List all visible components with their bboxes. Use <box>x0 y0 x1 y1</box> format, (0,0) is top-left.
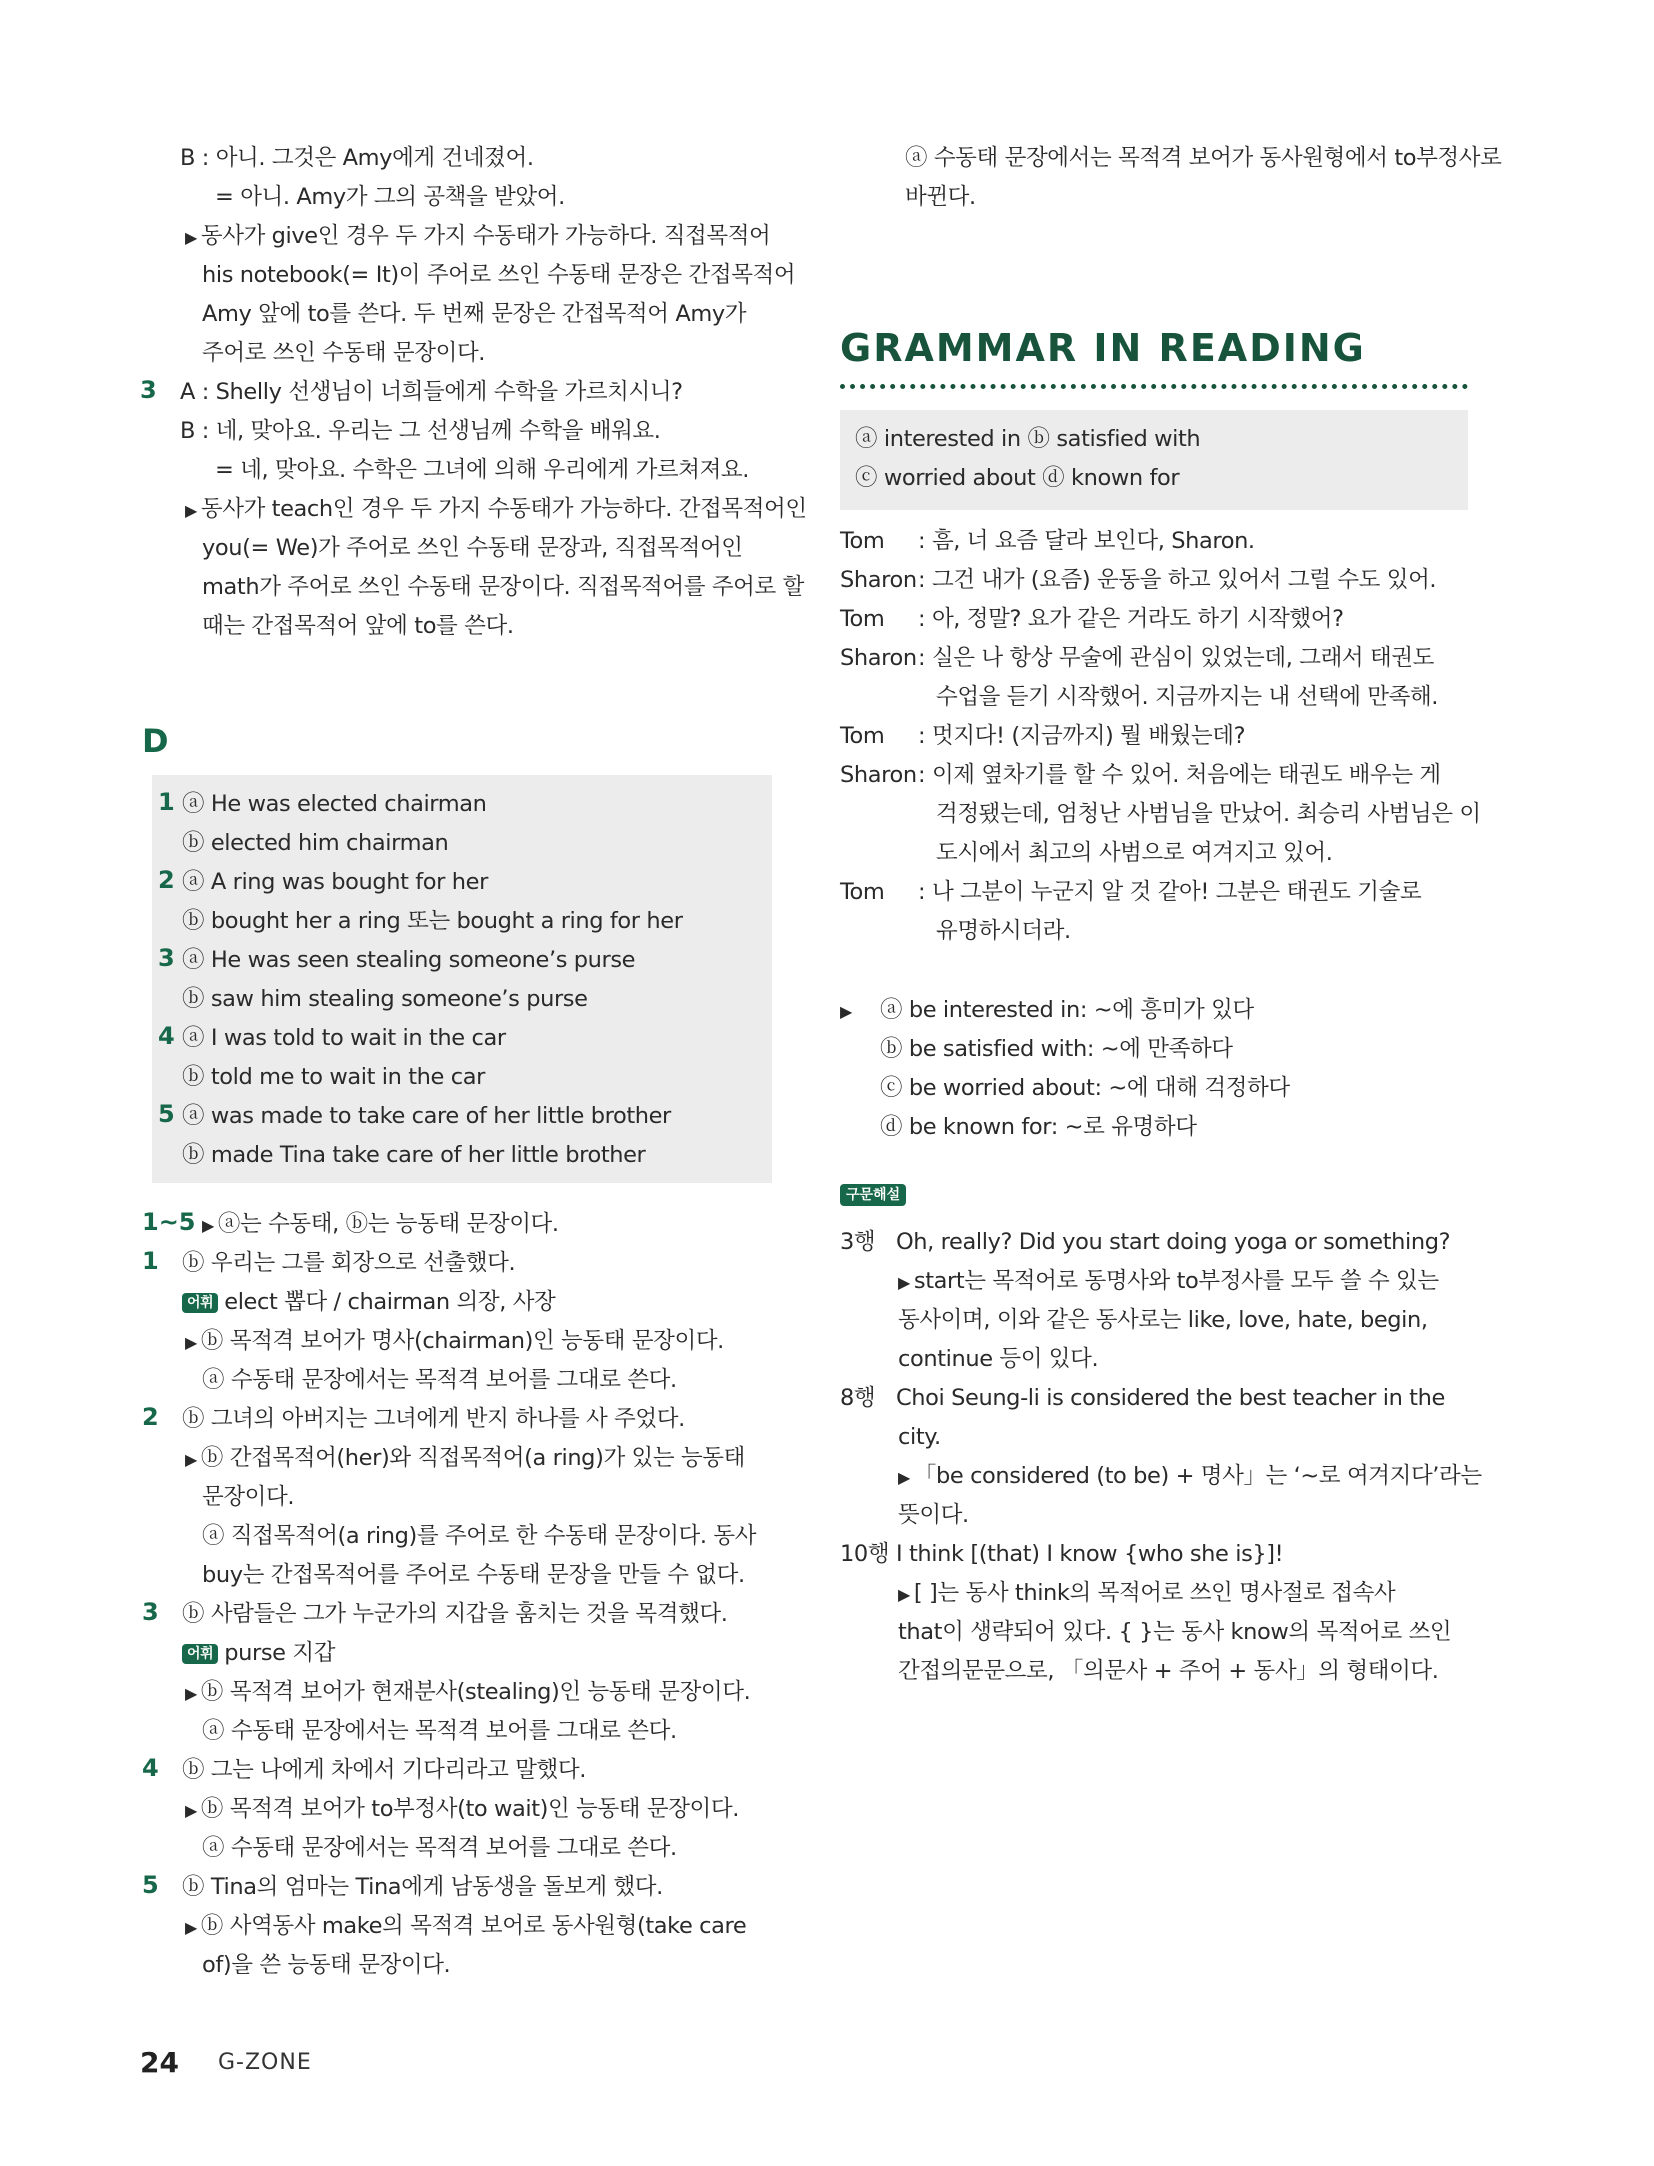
dialogue-line: : 나 그분이 누군지 알 것 같아! 그분은 태권도 기술로 <box>918 879 1422 905</box>
answer-box-line: ⓐ interested in ⓑ satisfied with <box>855 426 1201 452</box>
explanation-note: ▶ ⓑ 목적격 보어가 현재분사(stealing)인 능동태 문장이다. <box>185 1679 751 1705</box>
item3-line: you(= We)가 주어로 쓰인 수동태 문장과, 직접목적어인 <box>202 535 743 561</box>
dialogue-line: 수업을 듣기 시작했어. 지금까지는 내 선택에 만족해. <box>936 684 1439 710</box>
structure-label: 3행 <box>840 1229 876 1255</box>
dialogue-line: : 그건 내가 (요즘) 운동을 하고 있어서 그럴 수도 있어. <box>918 567 1437 593</box>
answer-a: ⓐ was made to take care of her little brother <box>182 1103 671 1129</box>
note-line: ⓒ be worried about: ~에 대해 걱정하다 <box>880 1075 1290 1101</box>
dialogue-line: : 멋지다! (지금까지) 뭘 배웠는데? <box>918 723 1246 749</box>
item3-line: math가 주어로 쓰인 수동태 문장이다. 직접목적어를 주어로 할 <box>202 574 804 600</box>
triangle-icon: ▶ <box>185 1684 197 1703</box>
structure-line: that이 생략되어 있다. { }는 동사 know의 목적어로 쓰인 <box>898 1619 1452 1645</box>
explanation-number: 2 <box>142 1403 159 1431</box>
answer-b: ⓑ made Tina take care of her little brother <box>182 1142 646 1168</box>
triangle-icon: ▶ <box>185 1333 197 1352</box>
note-line: ⓐ be interested in: ~에 흥미가 있다 <box>880 997 1254 1023</box>
dialogue-line: : 흠, 너 요즘 달라 보인다, Sharon. <box>918 528 1255 554</box>
intro-note: ▶ 동사가 give인 경우 두 가지 수동태가 가능하다. 직접목적어 <box>185 223 771 249</box>
answer-b: ⓑ elected him chairman <box>182 830 449 856</box>
structure-line: Oh, really? Did you start doing yoga or something? <box>896 1229 1451 1255</box>
explanation-range-text: ▶ ⓐ는 수동태, ⓑ는 능동태 문장이다. <box>202 1211 559 1237</box>
explanation-line: ⓐ 직접목적어(a ring)를 주어로 한 수동태 문장이다. 동사 <box>202 1523 757 1549</box>
answer-number: 4 <box>158 1022 175 1050</box>
triangle-icon: ▶ <box>185 228 197 247</box>
triangle-icon: ▶ <box>898 1468 910 1487</box>
answer-b: ⓑ saw him stealing someone’s purse <box>182 986 588 1012</box>
section-d-title: D <box>142 722 169 760</box>
top-line: 바뀐다. <box>905 184 976 210</box>
answer-number: 1 <box>158 788 175 816</box>
structure-line: continue 등이 있다. <box>898 1346 1099 1372</box>
triangle-icon: ▶ <box>840 1002 852 1021</box>
top-line: ⓐ 수동태 문장에서는 목적격 보어가 동사원형에서 to부정사로 <box>905 145 1502 171</box>
note-line: ⓓ be known for: ~로 유명하다 <box>880 1114 1197 1140</box>
triangle-icon: ▶ <box>185 501 197 520</box>
vocab-line: 어휘 purse 지갑 <box>182 1637 335 1669</box>
dialogue-speaker: Tom <box>840 879 885 905</box>
explanation-number: 4 <box>142 1754 159 1782</box>
structure-label: 8행 <box>840 1385 876 1411</box>
dialogue-speaker: Sharon <box>840 645 917 671</box>
explanation-number: 1 <box>142 1247 159 1275</box>
structure-line: Choi Seung-li is considered the best teacher in the <box>896 1385 1445 1411</box>
footer-label: G-ZONE <box>218 2050 312 2075</box>
explanation-line: ⓑ Tina의 엄마는 Tina에게 남동생을 돌보게 했다. <box>182 1874 663 1900</box>
answer-number: 3 <box>158 944 175 972</box>
dialogue-speaker: Tom <box>840 528 885 554</box>
dialogue-line: : 실은 나 항상 무술에 관심이 있었는데, 그래서 태권도 <box>918 645 1434 671</box>
structure-line: 간접의문문으로, 「의문사 + 주어 + 동사」의 형태이다. <box>898 1658 1439 1684</box>
item3-line: B : 네, 맞아요. 우리는 그 선생님께 수학을 배워요. <box>180 418 661 444</box>
dialogue-line: 도시에서 최고의 사범으로 여겨지고 있어. <box>936 840 1333 866</box>
explanation-line: ⓑ 사람들은 그가 누군가의 지갑을 훔치는 것을 목격했다. <box>182 1601 728 1627</box>
note-line: ⓑ be satisfied with: ~에 만족하다 <box>880 1036 1233 1062</box>
item3-note: ▶ 동사가 teach인 경우 두 가지 수동태가 가능하다. 간접목적어인 <box>185 496 807 522</box>
dialogue-line: 유명하시더라. <box>936 918 1071 944</box>
explanation-number: 5 <box>142 1871 159 1899</box>
structure-note: ▶ start는 목적어로 동명사와 to부정사를 모두 쓸 수 있는 <box>898 1268 1439 1294</box>
intro-line: B : 아니. 그것은 Amy에게 건네졌어. <box>180 145 534 171</box>
vocab-line: 어휘 elect 뽑다 / chairman 의장, 사장 <box>182 1286 555 1318</box>
intro-line: Amy 앞에 to를 쓴다. 두 번째 문장은 간접목적어 Amy가 <box>202 301 747 327</box>
explanation-range: 1~5 <box>142 1208 196 1236</box>
answer-number: 5 <box>158 1100 175 1128</box>
dialogue-line: : 이제 옆차기를 할 수 있어. 처음에는 태권도 배우는 게 <box>918 762 1441 788</box>
item-number: 3 <box>140 376 157 404</box>
vocab-badge: 어휘 <box>182 1293 218 1313</box>
explanation-line: ⓐ 수동태 문장에서는 목적격 보어를 그대로 쓴다. <box>202 1367 677 1393</box>
answer-number: 2 <box>158 866 175 894</box>
explanation-note: ▶ ⓑ 목적격 보어가 명사(chairman)인 능동태 문장이다. <box>185 1328 724 1354</box>
item3-line: = 네, 맞아요. 수학은 그녀에 의해 우리에게 가르쳐져요. <box>215 457 750 483</box>
structure-note: ▶ 「be considered (to be) + 명사」는 ‘~로 여겨지다’라는 <box>898 1463 1482 1489</box>
triangle-icon: ▶ <box>185 1918 197 1937</box>
answer-a: ⓐ He was seen stealing someone’s purse <box>182 947 636 973</box>
structure-label: 10행 <box>840 1541 890 1567</box>
triangle-icon: ▶ <box>898 1273 910 1292</box>
answer-a: ⓐ A ring was bought for her <box>182 869 488 895</box>
answer-a: ⓐ I was told to wait in the car <box>182 1025 506 1051</box>
heading-divider <box>840 384 1468 389</box>
explanation-line: ⓑ 우리는 그를 회장으로 선출했다. <box>182 1250 516 1276</box>
intro-line: = 아니. Amy가 그의 공책을 받았어. <box>215 184 565 210</box>
explanation-note: ▶ ⓑ 목적격 보어가 to부정사(to wait)인 능동태 문장이다. <box>185 1796 739 1822</box>
dialogue-line: 걱정됐는데, 엄청난 사범님을 만났어. 최승리 사범님은 이 <box>936 801 1481 827</box>
explanation-line: buy는 간접목적어를 주어로 수동태 문장을 만들 수 없다. <box>202 1562 745 1588</box>
page-number: 24 <box>140 2046 179 2079</box>
item3-line: 때는 간접목적어 앞에 to를 쓴다. <box>202 613 514 639</box>
explanation-number: 3 <box>142 1598 159 1626</box>
explanation-line: ⓐ 수동태 문장에서는 목적격 보어를 그대로 쓴다. <box>202 1835 677 1861</box>
intro-line: his notebook(= It)이 주어로 쓰인 수동태 문장은 간접목적어 <box>202 262 796 288</box>
triangle-icon: ▶ <box>202 1216 214 1235</box>
explanation-line: 문장이다. <box>202 1484 295 1510</box>
structure-line: I think [(that) I know {who she is}]! <box>896 1541 1284 1567</box>
dialogue-speaker: Sharon <box>840 567 917 593</box>
dialogue-line: : 아, 정말? 요가 같은 거라도 하기 시작했어? <box>918 606 1344 632</box>
structure-note: ▶ [ ]는 동사 think의 목적어로 쓰인 명사절로 접속사 <box>898 1580 1396 1606</box>
dialogue-speaker: Tom <box>840 723 885 749</box>
triangle-icon: ▶ <box>898 1585 910 1604</box>
explanation-line: of)을 쓴 능동태 문장이다. <box>202 1952 451 1978</box>
triangle-icon: ▶ <box>185 1801 197 1820</box>
structure-line: 동사이며, 이와 같은 동사로는 like, love, hate, begin, <box>898 1307 1428 1333</box>
structure-badge: 구문해설 <box>840 1184 906 1206</box>
explanation-line: ⓐ 수동태 문장에서는 목적격 보어를 그대로 쓴다. <box>202 1718 677 1744</box>
triangle-icon: ▶ <box>185 1450 197 1469</box>
answer-a: ⓐ He was elected chairman <box>182 791 487 817</box>
item3-line: A : Shelly 선생님이 너희들에게 수학을 가르치시니? <box>180 379 683 405</box>
answer-b: ⓑ told me to wait in the car <box>182 1064 485 1090</box>
structure-line: 뜻이다. <box>898 1502 969 1528</box>
structure-line: city. <box>898 1424 941 1450</box>
dialogue-speaker: Sharon <box>840 762 917 788</box>
vocab-badge: 어휘 <box>182 1644 218 1664</box>
explanation-line: ⓑ 그는 나에게 차에서 기다리라고 말했다. <box>182 1757 586 1783</box>
section-heading: GRAMMAR IN READING <box>840 326 1366 370</box>
explanation-note: ▶ ⓑ 사역동사 make의 목적격 보어로 동사원형(take care <box>185 1913 747 1939</box>
answer-b: ⓑ bought her a ring 또는 bought a ring for her <box>182 908 683 934</box>
notes-arrow <box>840 994 856 1028</box>
answer-box-line: ⓒ worried about ⓓ known for <box>855 465 1180 491</box>
explanation-line: ⓑ 그녀의 아버지는 그녀에게 반지 하나를 사 주었다. <box>182 1406 685 1432</box>
explanation-note: ▶ ⓑ 간접목적어(her)와 직접목적어(a ring)가 있는 능동태 <box>185 1445 745 1471</box>
dialogue-speaker: Tom <box>840 606 885 632</box>
intro-line: 주어로 쓰인 수동태 문장이다. <box>202 340 486 366</box>
